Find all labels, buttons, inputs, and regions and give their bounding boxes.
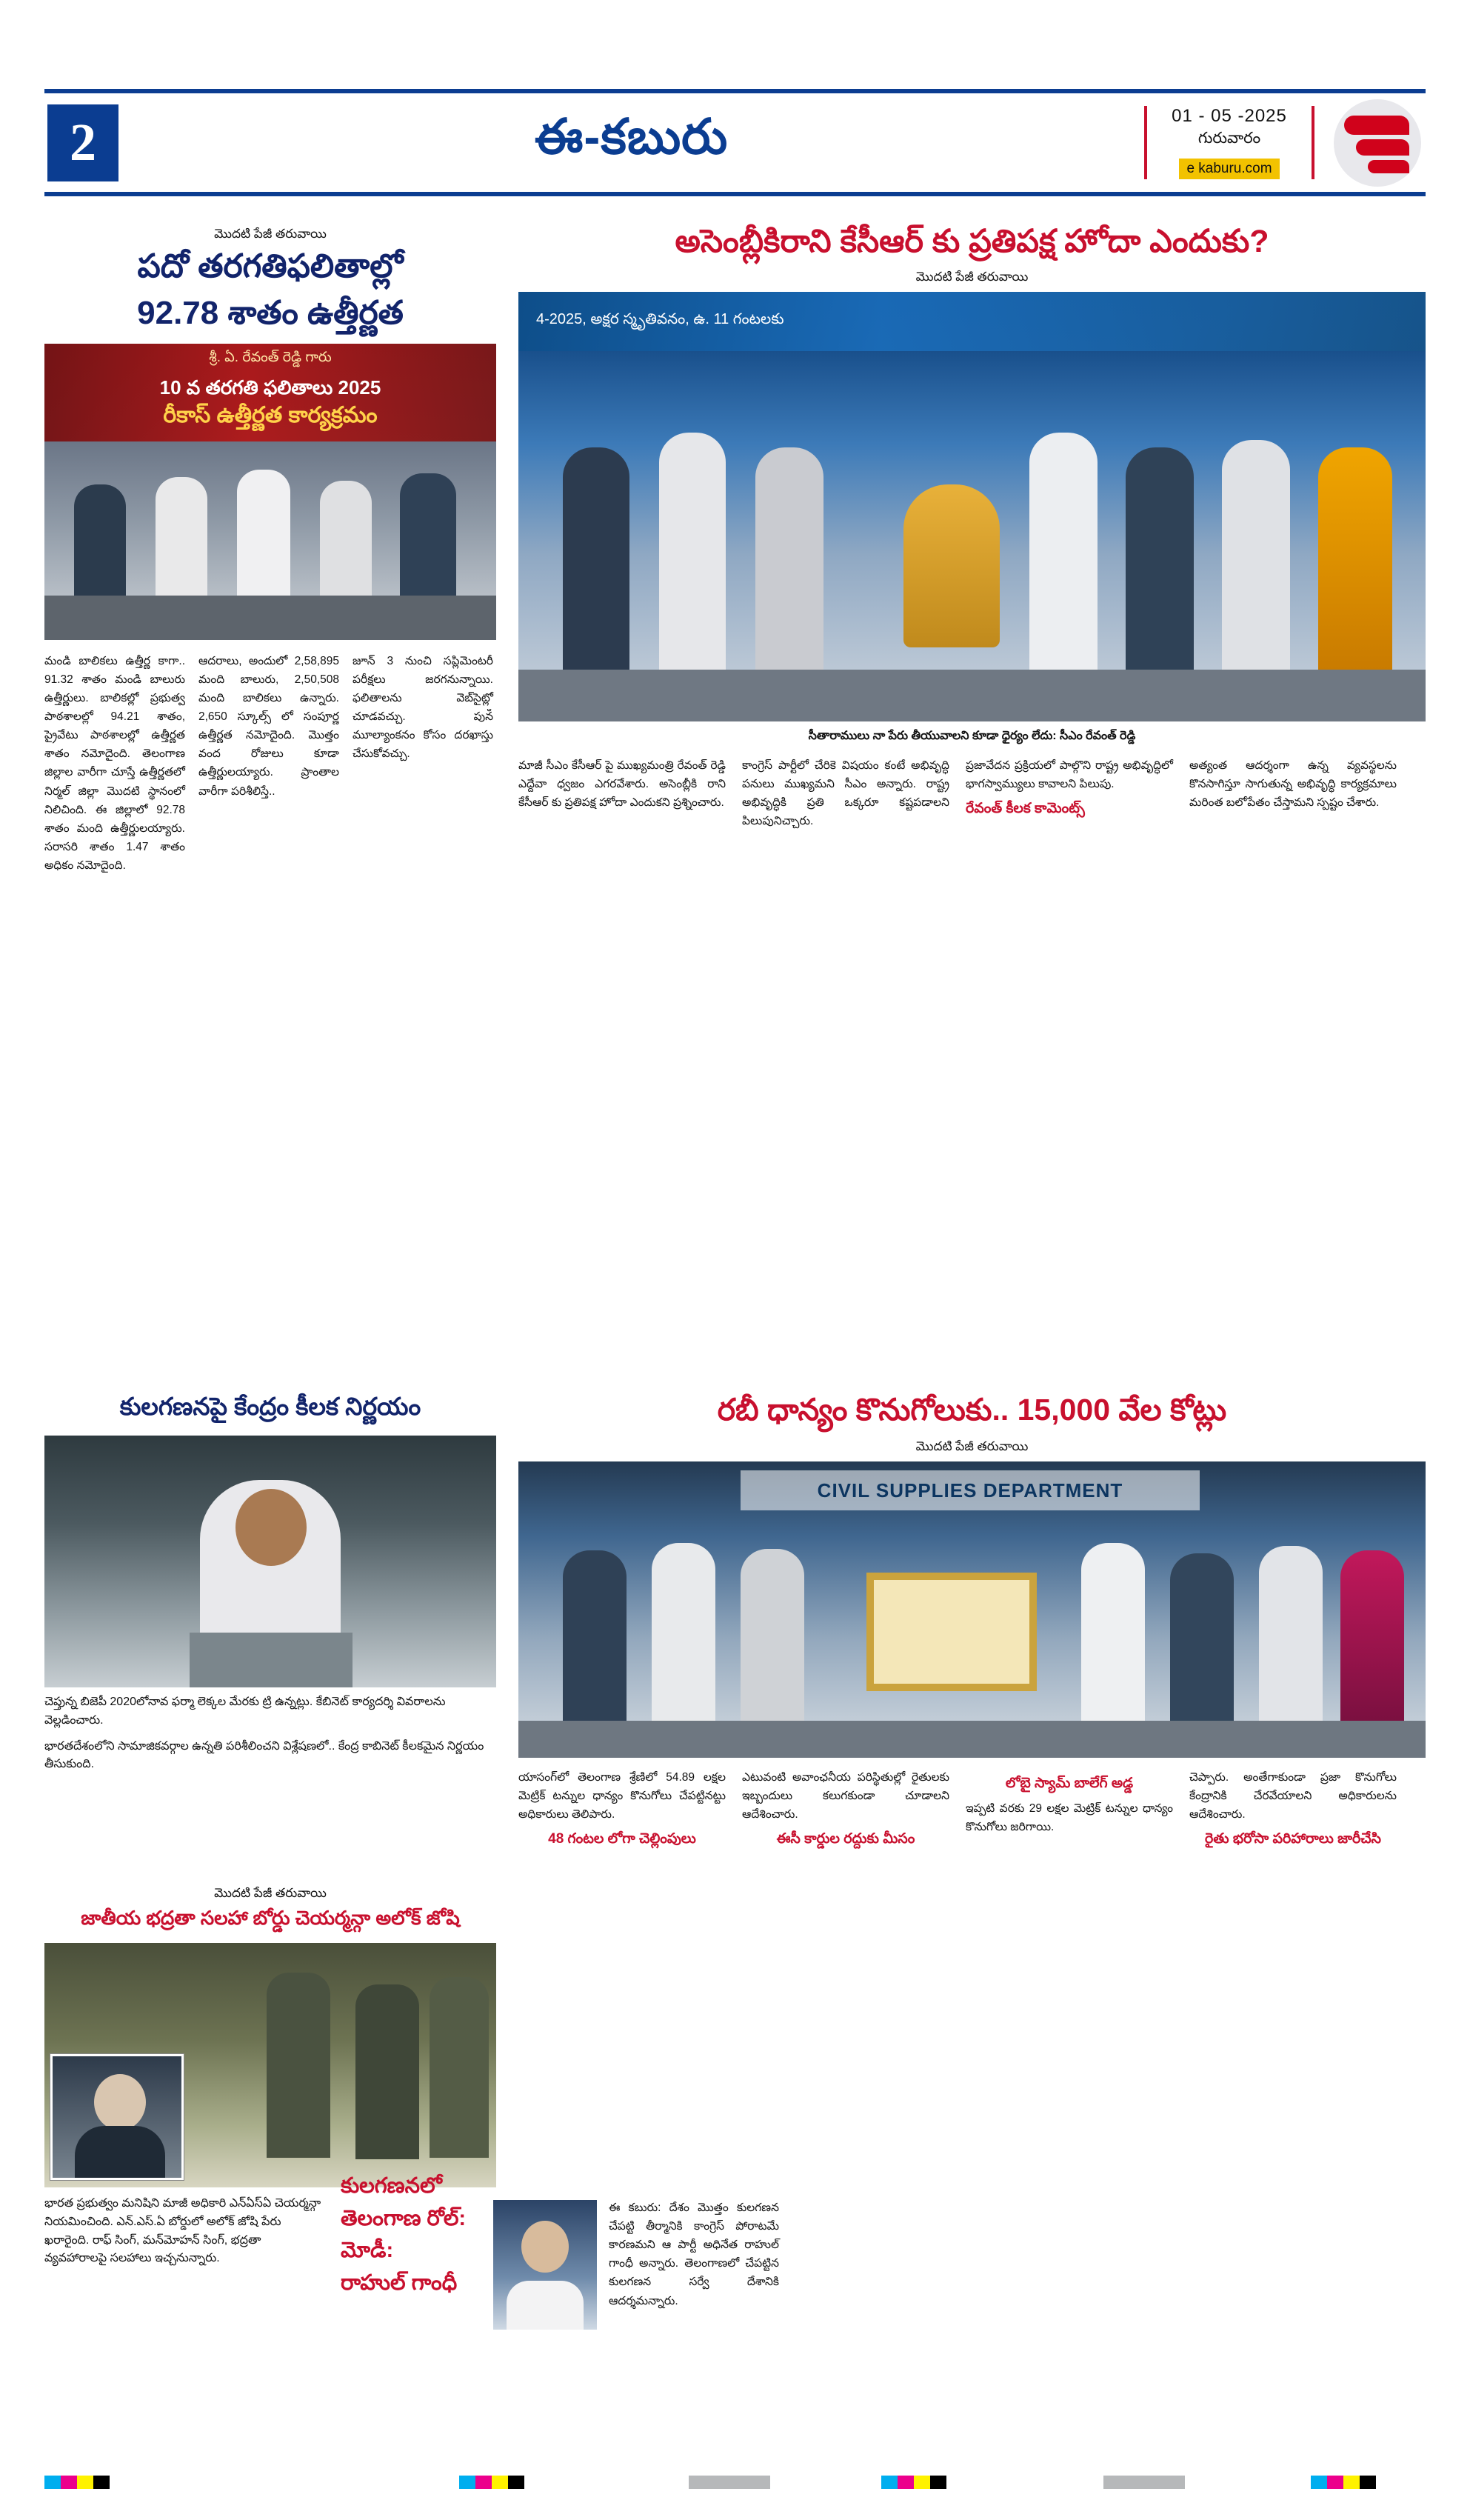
nsa-kicker: మొదటి పేజీ తరువాయి bbox=[214, 1886, 327, 1900]
issue-day: గురువారం bbox=[1197, 130, 1261, 147]
rabi-headline: రబీ ధాన్యం కొనుగోలుకు.. 15,000 వేల కోట్లు bbox=[717, 1393, 1227, 1427]
rabi-kicker: మొదటి పేజీ తరువాయి bbox=[915, 1439, 1029, 1453]
cm-revanth-reddy-award-ceremony-photo bbox=[518, 292, 1426, 721]
photo-banner-overlay: 4-2025, అక్షర స్మృతివనం, ఉ. 11 గంటలకు bbox=[536, 310, 784, 327]
tenth-results-col-1: మండి బాలికలు ఉత్తీర్ణ కాగా.. 91.32 శాతం మండి బాలురు ఉత్తీర్ణులు. బాలికల్లో ప్రభుత్వ పాఠశాలల్లో 94.21 శాతం, ప్రైవేటు పాఠశాలల్లో ఉత్తీర్ణత శాతం నమోదైంది. తెలంగాణ జిల్లాల వారీగా చూస్తే ఉత్తీర్ణతలో నిర్మల్ జిల్లా మొదటి స్థానంలో నిలిచింది. ఈ జిల్లాలో 92.78 శాతం మంది ఉత్తీర్ణులయ్యారు. సరాసరి శాతం 1.47 శాతం అధికం నమోదైంది. bbox=[44, 654, 185, 872]
nsa-headline: జాతీయ భద్రతా సలహా బోర్డు చెయర్మన్గా అలోక్ జోషి bbox=[81, 1907, 460, 1929]
rahul-headline-4: రాహుల్ గాంధీ bbox=[341, 2270, 458, 2295]
rahul-headline-3: మోడీ: bbox=[341, 2239, 394, 2262]
cmyk-bar-left bbox=[44, 2476, 110, 2489]
tenth-results-columns bbox=[44, 652, 496, 875]
date-block bbox=[1144, 106, 1314, 179]
rahul-body: ఈ కబురు: దేశం మొత్తం కులగణన చేపట్టి తీర్మానికి కాంగ్రెస్ పోరాటమే కారణమని ఆ పార్టీ అధినేత రాహుల్ గాంధీ అన్నారు. తెలంగాణలో చేపట్టిన కులగణన సర్వే దేశానికి ఆదర్శమన్నారు. bbox=[609, 2201, 779, 2307]
rabi-subhead-2: లోబై స్యామ్ బాలేగ్ అడ్డ bbox=[1005, 1776, 1134, 1791]
kcr-col-4: అత్యంత ఆదర్శంగా ఉన్న వ్యవస్థలను కొనసాగిస్తూ సాగుతున్న అభివృద్ధి కార్యక్రమాలు మరింత బలోపేతం చేస్తామని స్పష్టం చేశారు. bbox=[1189, 759, 1397, 809]
ekaburu-logo-icon bbox=[1334, 99, 1421, 187]
revanth-key-comments-subhead: రేవంత్ కీలక కామెంట్స్ bbox=[966, 800, 1085, 816]
kcr-story-headline: అసెంబ్లీకిరాని కేసీఆర్ కు ప్రతిపక్ష హోదా ఎందుకు? bbox=[675, 224, 1269, 259]
rabi-procurement-story bbox=[518, 1393, 1426, 1855]
rabi-col-4: చెప్పారు. అంతేగాకుండా ప్రజా కొనుగోలు కేంద్రానికి చేరవేయాలని అధికారులను ఆదేశించారు. bbox=[1189, 1771, 1397, 1821]
caste-census-headline: కులగణనపై కేంద్రం కీలక నిర్ణయం bbox=[119, 1393, 421, 1420]
rabi-col-1: యాసంగ్‌లో తెలంగాణ శ్రేణిలో 54.89 లక్షల మెట్రిక్ టన్నుల ధాన్యం కొనుగోలు చేపట్టినట్టు అధికారులు తెలిపారు. bbox=[518, 1771, 726, 1821]
rabi-subhead-1: 48 గంటల లోగా చెల్లింపులు bbox=[548, 1831, 696, 1847]
security-forces-photo bbox=[44, 1943, 496, 2187]
tenth-results-headline-2: 92.78 శాతం ఉత్తీర్ణత bbox=[137, 294, 404, 331]
nsa-caption: భారత ప్రభుత్వం మనిషిని మాజీ అధికారి ఎన్‌ఏస్‌ఏ చెయర్మన్గా నియమించింది. ఎన్.ఎస్.ఏ బోర్డులో అలోక్ జోషి పేరు ఖరారైంది. రాఫ్ సింగ్, మన్‌మోహన్ సింగ్, భద్రతా వ్యవహారాలపై సలహాలు ఇచ్చనున్నారు. bbox=[44, 2197, 321, 2265]
kcr-story-kicker: మొదటి పేజీ తరువాయి bbox=[915, 269, 1029, 284]
rahul-gandhi-story bbox=[341, 2170, 785, 2330]
event-banner-line2: రీకాస్ ఉత్తీర్ణత కార్యక్రమం bbox=[163, 402, 378, 427]
tenth-class-results-event-photo bbox=[44, 344, 496, 640]
rabi-photo-banner: CIVIL SUPPLIES DEPARTMENT bbox=[741, 1470, 1200, 1510]
rabi-subhead-3: ఈసీ కార్డుల రద్దుకు మీసం bbox=[776, 1831, 915, 1847]
kcr-col-2: కాంగ్రెస్ పార్టీలో చేరికె విషయం కంటే అభివృద్ధి పనులు ముఖ్యమని సీఎం అన్నారు. రాష్ట్ర అభివృద్ధికి ప్రతి ఒక్కరూ కష్టపడాలని పిలుపునిచ్చారు. bbox=[742, 759, 949, 827]
cmyk-bar-center-right bbox=[881, 2476, 946, 2489]
kcr-opposition-story bbox=[518, 222, 1426, 830]
rahul-gandhi-photo bbox=[493, 2200, 597, 2330]
tenth-results-col-2: ఆదరాలు, అందులో 2,58,895 మంది బాలురు, 2,50,508 మంది బాలికలు ఉన్నారు. 2,650 స్కూల్స్ లో సంపూర్ణ ఉత్తీర్ణత నమోదైంది. మొత్తం వంద రోజులు కూడా ఉత్తీర్ణులయ్యారు. ప్రాంతాల వారీగా పరిశీలిస్తే.. bbox=[198, 654, 339, 798]
issue-date: 01 - 05 -2025 bbox=[1172, 106, 1287, 126]
event-banner-caption: శ్రీ. ఏ. రేవంత్ రెడ్డి గారు bbox=[209, 349, 332, 365]
gray-registration-bar-2 bbox=[1103, 2476, 1185, 2489]
publication-title: ఈ-కబురు bbox=[534, 109, 729, 164]
ashwini-vaishnaw-press-meet-photo bbox=[44, 1436, 496, 1687]
gray-registration-bar-1 bbox=[689, 2476, 770, 2489]
caste-census-story bbox=[44, 1393, 496, 1774]
tenth-results-headline-1: పదో తరగతిఫలితాల్లో bbox=[137, 248, 404, 284]
rabi-col-2: ఎటువంటి అవాంఛనీయ పరిస్థితుల్లో రైతులకు ఇబ్బందులు కలుగకుండా చూడాలని ఆదేశించారు. bbox=[742, 1771, 949, 1821]
kcr-photo-caption: సీతారాములు నా పేరు తీయువాలని కూడా ధైర్యం లేదు: సీఎం రేవంత్ రెడ్డి bbox=[808, 729, 1136, 742]
caste-census-para2: భారతదేశంలోని సామాజికవర్గాల ఉన్నతి పరిశీలించని విశ్లేషణలో.. కేంద్ర కాబినెట్ కీలకమైన నిర్ణయం తీసుకుంది. bbox=[44, 1739, 484, 1771]
website-url: e kaburu.com bbox=[1179, 159, 1279, 179]
event-banner-line1: 10 వ తరగతి ఫలితాలు 2025 bbox=[159, 376, 381, 399]
alok-joshi-portrait bbox=[50, 2054, 184, 2180]
rahul-headline-1: కులగణనలో bbox=[341, 2174, 442, 2198]
rabi-subhead-4: రైతు భరోసా పరిహారాలు జారీచేసి bbox=[1205, 1831, 1381, 1847]
masthead bbox=[44, 89, 1426, 196]
caste-census-caption: చెప్తున్న బిజెపీ 2020లోనావ ఫర్మా లెక్కల మేరకు ట్రి ఉన్నట్లు. కేబినెట్ కార్యదర్శి వివరాలను వెల్లడించారు. bbox=[44, 1696, 446, 1727]
kcr-col-3: ప్రజావేదన ప్రక్రియలో పాల్గొని రాష్ట్ర అభివృద్ధిలో భాగస్వామ్యులు కావాలని పిలుపు. bbox=[966, 759, 1173, 790]
cmyk-bar-center-left bbox=[459, 2476, 524, 2489]
masthead-right bbox=[1144, 99, 1426, 187]
tenth-results-story bbox=[44, 222, 496, 875]
tenth-results-kicker: మొదటి పేజీ తరువాయి bbox=[214, 227, 327, 241]
rabi-col-3: ఇప్పటి వరకు 29 లక్షల మెట్రిక్ టన్నుల ధాన్యం కొనుగోలు జరిగాయి. bbox=[966, 1802, 1173, 1834]
rahul-headline-2: తెలంగాణ రోల్: bbox=[341, 2206, 467, 2230]
cmyk-bar-right bbox=[1311, 2476, 1376, 2489]
rabi-columns bbox=[518, 1768, 1426, 1855]
tenth-results-col-3: జూన్ 3 నుంచి సప్లిమెంటరీ పరీక్షలు జరగనున్నాయి. ఫలితాలను వెబ్‌సైట్లో చూడవచ్చు. పునఀ మూల్యాంకనం కోసం దరఖాస్తు చేసుకోవచ్చు. bbox=[353, 654, 493, 761]
kcr-story-columns bbox=[518, 756, 1426, 830]
kcr-col-1: మాజీ సీఎం కేసీఆర్ పై ముఖ్యమంత్రి రేవంత్ రెడ్డి ఎద్దేవా ధ్వజం ఎగరవేశారు. అసెంబ్లీకి రాని కేసీఆర్ కు ప్రతిపక్ష హోదా ఎందుకని ప్రశ్నించారు. bbox=[518, 759, 726, 809]
page-number: 2 bbox=[47, 104, 118, 181]
civil-supplies-department-award-photo bbox=[518, 1461, 1426, 1758]
